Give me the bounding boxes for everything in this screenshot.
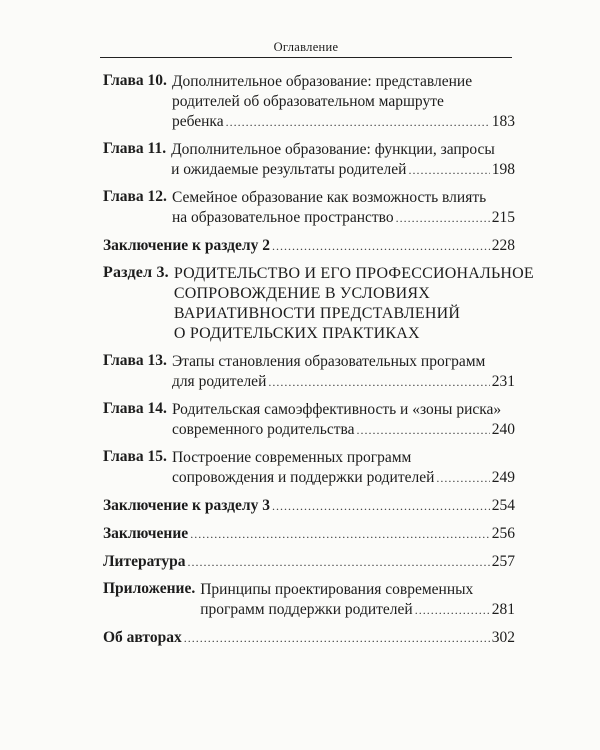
- page-number: 240: [491, 421, 515, 438]
- entry-line: Родительская самоэффективность и «зоны риска»: [171, 401, 502, 418]
- page-number: 231: [491, 373, 515, 390]
- entry-prefix: Приложение.: [103, 580, 196, 597]
- part-title-line: СОПРОВОЖДЕНИЕ В УСЛОВИЯХ: [173, 285, 430, 302]
- entry-prefix: Глава 12.: [103, 188, 167, 205]
- entry-title: Заключение к разделу 2: [103, 237, 270, 254]
- entry-prefix: Глава 15.: [103, 448, 167, 465]
- running-header: Оглавление: [273, 40, 339, 54]
- entry-title: Заключение: [103, 525, 189, 542]
- part-title-line: ВАРИАТИВНОСТИ ПРЕДСТАВЛЕНИЙ: [173, 305, 461, 322]
- toc-entry-chapter-15[interactable]: [103, 448, 515, 488]
- entry-title: Литература: [103, 553, 186, 570]
- dot-leader: [415, 600, 490, 620]
- entry-prefix: Глава 14.: [103, 400, 167, 417]
- entry-line: современного родительства: [171, 421, 355, 438]
- dot-leader: [190, 524, 490, 544]
- part-title-line: О РОДИТЕЛЬСКИХ ПРАКТИКАХ: [173, 325, 420, 342]
- toc-entry-appendix[interactable]: [103, 580, 515, 620]
- toc-entry-part-3[interactable]: [103, 264, 534, 344]
- toc-entry-conclusion[interactable]: [103, 524, 515, 544]
- entry-title: Заключение к разделу 3: [103, 497, 270, 514]
- dot-leader: [268, 372, 489, 392]
- dot-leader: [396, 208, 490, 228]
- toc-entry-about-authors[interactable]: [103, 628, 515, 648]
- entry-prefix: Глава 11.: [103, 140, 167, 157]
- page-number: 183: [491, 113, 515, 130]
- entry-line: Построение современных программ: [171, 449, 412, 466]
- entry-line: Дополнительное образование: функции, запросы: [171, 141, 495, 158]
- dot-leader: [408, 160, 489, 180]
- dot-leader: [187, 552, 489, 572]
- page-number: 302: [491, 629, 515, 646]
- entry-line: для родителей: [171, 373, 267, 390]
- table-of-contents: [103, 72, 534, 656]
- dot-leader: [436, 468, 489, 488]
- entry-title: Об авторах: [103, 629, 182, 646]
- dot-leader: [272, 236, 490, 256]
- page-number: 256: [491, 525, 515, 542]
- dot-leader: [184, 628, 490, 648]
- entry-line: родителей об образовательном маршруте: [171, 93, 444, 110]
- entry-prefix: Раздел 3.: [103, 264, 169, 281]
- page-number: 249: [491, 469, 515, 486]
- entry-line: программ поддержки родителей: [200, 601, 413, 618]
- page-number: 228: [491, 237, 515, 254]
- page-number: 198: [491, 161, 515, 178]
- dot-leader: [226, 112, 490, 132]
- entry-line: на образовательное пространство: [171, 209, 394, 226]
- toc-entry-chapter-10[interactable]: [103, 72, 515, 132]
- entry-line: Дополнительное образование: представление: [171, 73, 473, 90]
- entry-line: ребенка: [171, 113, 224, 130]
- entry-line: сопровождения и поддержки родителей: [171, 469, 435, 486]
- toc-entry-conclusion-part-2[interactable]: [103, 236, 515, 256]
- toc-entry-chapter-12[interactable]: [103, 188, 515, 228]
- toc-entry-literature[interactable]: [103, 552, 515, 572]
- entry-prefix: Глава 13.: [103, 352, 167, 369]
- toc-entry-chapter-14[interactable]: [103, 400, 515, 440]
- entry-line: Семейное образование как возможность влиять: [171, 189, 487, 206]
- entry-line: Этапы становления образовательных программ: [171, 353, 486, 370]
- header-rule: [100, 57, 512, 58]
- toc-entry-conclusion-part-3[interactable]: [103, 496, 515, 516]
- page-number: 281: [491, 601, 515, 618]
- dot-leader: [356, 420, 489, 440]
- part-title-line: РОДИТЕЛЬСТВО И ЕГО ПРОФЕССИОНАЛЬНОЕ: [173, 265, 534, 282]
- toc-entry-chapter-13[interactable]: [103, 352, 515, 392]
- entry-line: Принципы проектирования современных: [200, 581, 474, 598]
- page-number: 215: [491, 209, 515, 226]
- entry-prefix: Глава 10.: [103, 72, 167, 89]
- toc-entry-chapter-11[interactable]: [103, 140, 515, 180]
- page-number: 257: [491, 553, 515, 570]
- page-number: 254: [491, 497, 515, 514]
- entry-line: и ожидаемые результаты родителей: [171, 161, 407, 178]
- dot-leader: [272, 496, 490, 516]
